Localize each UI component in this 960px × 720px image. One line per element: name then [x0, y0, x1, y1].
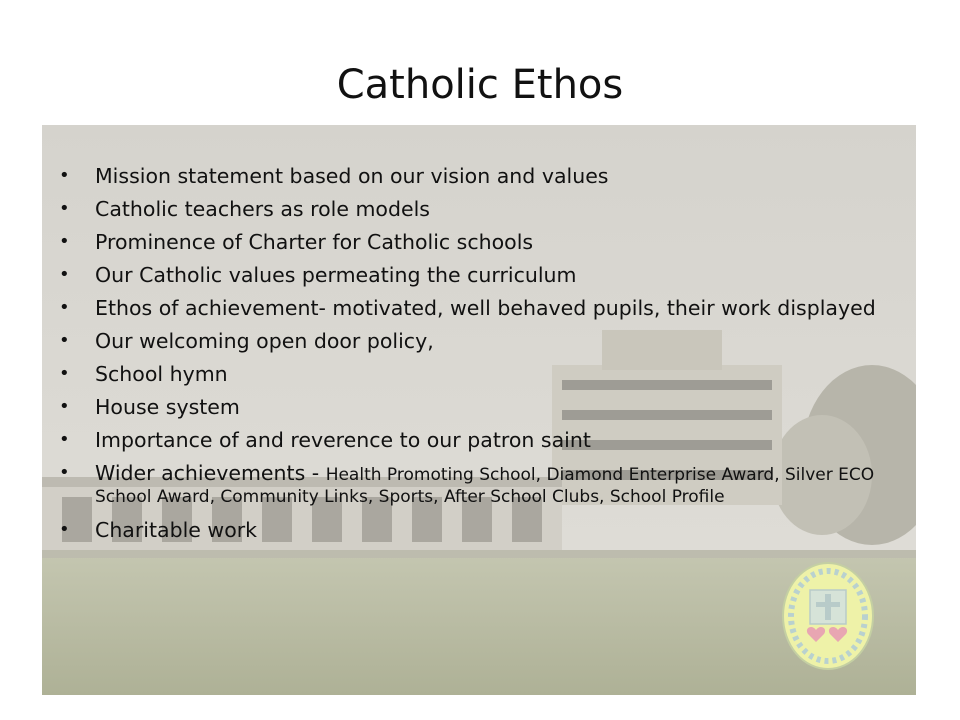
bullet-item [58, 265, 904, 285]
bullet-text: Importance of and reverence to our patron saint [95, 428, 591, 452]
bullet-list [58, 166, 904, 553]
bullet-item [58, 364, 904, 384]
bullet-text: Ethos of achievement- motivated, well behaved pupils, their work displayed [95, 296, 876, 320]
bullet-text: Our Catholic values permeating the curriculum [95, 263, 577, 287]
bullet-item [58, 298, 904, 318]
bullet-text: School hymn [95, 362, 228, 386]
bullet-text: Our welcoming open door policy, [95, 329, 434, 353]
bullet-text: Charitable work [95, 518, 258, 542]
bullet-item [58, 520, 904, 540]
bullet-item [58, 430, 904, 450]
bullet-text: Wider achievements - [95, 461, 326, 485]
bullet-text: Catholic teachers as role models [95, 197, 430, 221]
bullet-item [58, 199, 904, 219]
bullet-item [58, 397, 904, 417]
school-crest-icon [780, 560, 876, 672]
bullet-text: Prominence of Charter for Catholic schools [95, 230, 534, 254]
bullet-item [58, 166, 904, 186]
bullet-item [58, 331, 904, 351]
slide-title: Catholic Ethos [336, 62, 624, 108]
bullet-item [58, 232, 904, 252]
bullet-text: Mission statement based on our vision and values [95, 164, 609, 188]
bullet-item [58, 463, 904, 507]
bullet-detail-text: Health Promoting School, Diamond Enterprise Award, Silver ECO School Award, Community Links, Sports, After School Clubs, School Profile [95, 465, 875, 507]
bullet-text: House system [95, 395, 240, 419]
